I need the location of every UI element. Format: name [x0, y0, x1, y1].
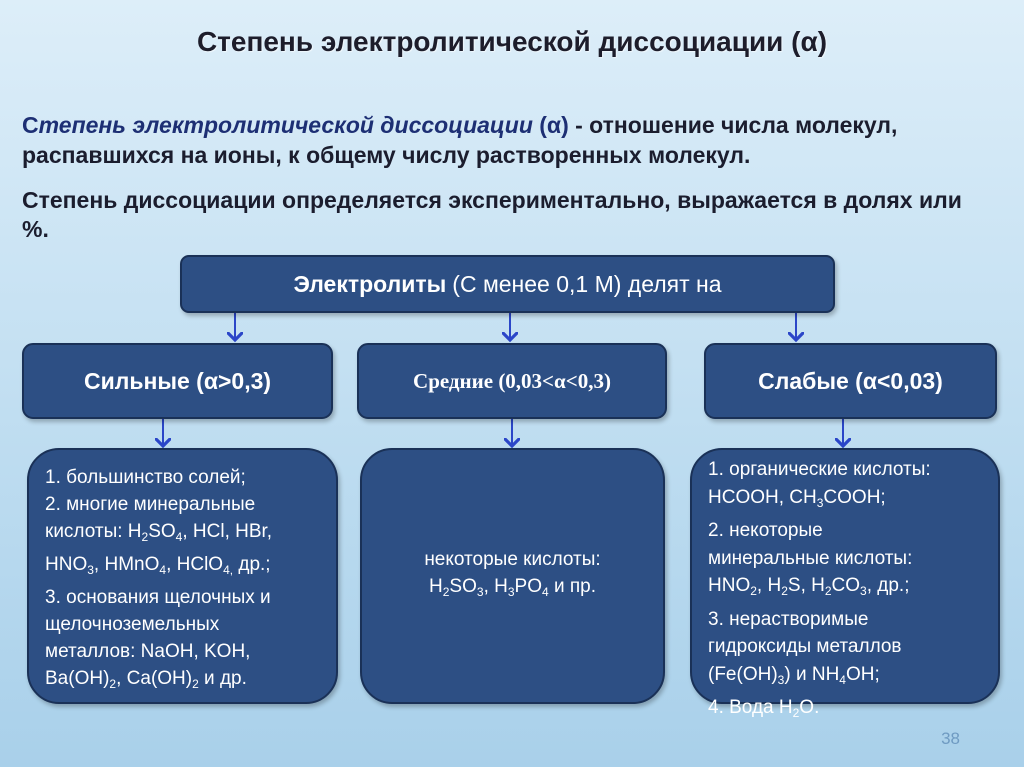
list-item: 3. основания щелочных и [45, 587, 271, 608]
strong-category-box: Сильные (α>0,3) [22, 343, 333, 419]
list-item: 2. многие минеральные [45, 494, 256, 515]
list-item: кислоты: $H_2SO_4$, HCl, HBr, [45, 521, 273, 544]
list-item: 1. органические кислоты: [708, 459, 931, 480]
list-item: металлов: NaOH, KOH, [45, 641, 251, 662]
weak-category-box: Слабые (α<0,03) [704, 343, 997, 419]
list-item: $HNO_3$, HMnO$_4$, HClO$_{4,}$ др.; [45, 554, 271, 577]
term-first-letter: С [22, 112, 39, 138]
list-item: 3. нерастворимые [708, 608, 869, 630]
definition-text: - отношение числа молекул, распавшихся на ионы, к общему числу растворенных молекул. [22, 112, 898, 168]
electrolytes-condition: (С менее 0,1 М) делят на [452, 270, 722, 297]
list-item: минеральные кислоты: [708, 547, 913, 569]
weak-examples-box [690, 448, 1000, 720]
list-item: $Ba(OH)_2$, $Ca(OH)_2$ и др. [45, 668, 247, 691]
electrolytes-box [180, 255, 835, 313]
list-item: 2. некоторые [708, 520, 823, 541]
list-item: $H_2SO_3$, $H_3PO_4$ и пр. [429, 576, 596, 599]
term-rest: тепень электролитической диссоциации [38, 112, 533, 138]
page-number: 38 [941, 729, 960, 748]
medium-category-box: Средние (0,03<α<0,3) [357, 343, 667, 419]
term-alpha: (α) [539, 112, 569, 138]
experimental-paragraph: Степень диссоциации определяется экспериментально, выражается в долях или %. [22, 187, 962, 242]
strong-examples-box [27, 448, 338, 704]
list-item: гидроксиды металлов [708, 636, 902, 657]
electrolytes-label: Электролиты [293, 270, 447, 297]
list-item: 4. Вода $H_2O$. [708, 697, 820, 720]
medium-examples-box [360, 448, 665, 704]
list-item: 1. большинство солей; [45, 467, 246, 488]
list-item: $HNO_2$, $H_2S$, $H_2CO_3$, др.; [708, 575, 910, 598]
list-item: HCOOH, $CH_3COOH$; [708, 486, 886, 510]
slide-title: Степень электролитической диссоциации (α) [196, 26, 828, 57]
list-item: $(Fe(OH)_3)$ и $NH_4OH$; [708, 663, 880, 687]
list-item: некоторые кислоты: [424, 549, 601, 570]
list-item: щелочноземельных [45, 614, 220, 635]
